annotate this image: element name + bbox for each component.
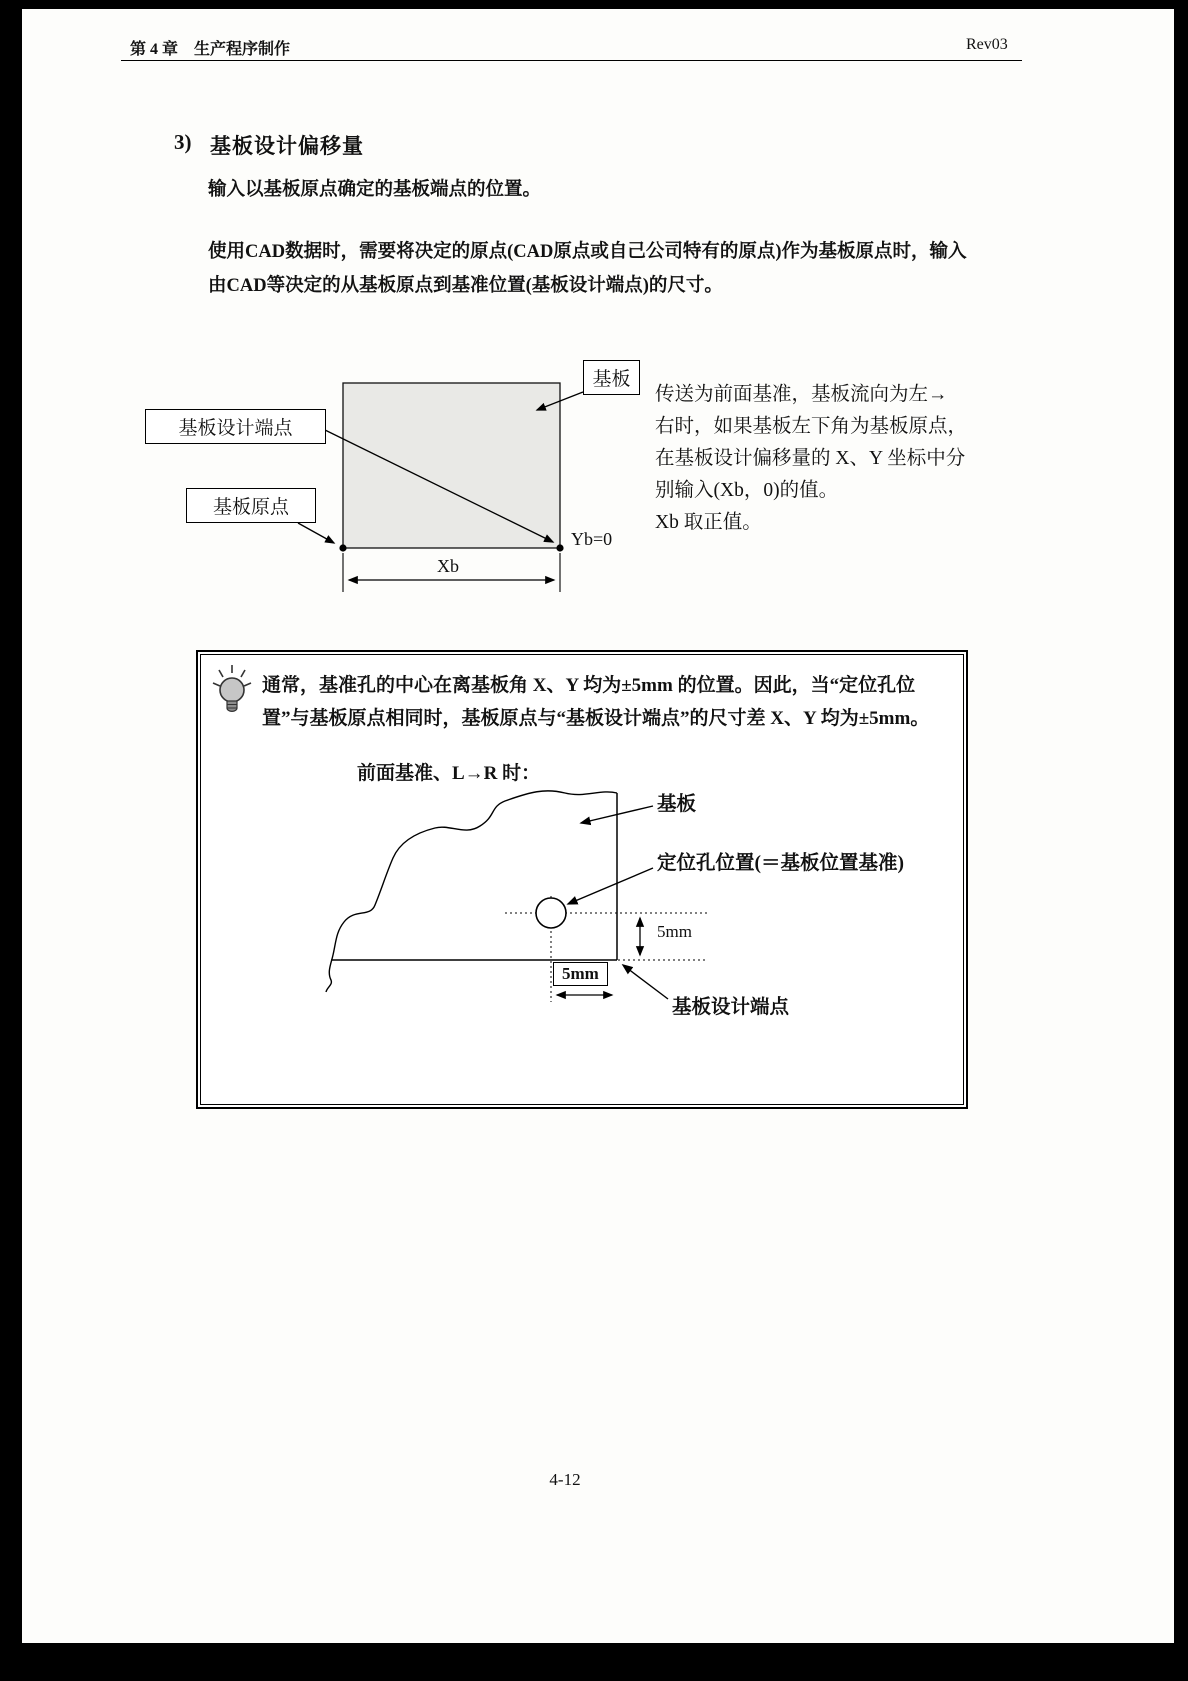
design-edge-arrow-2	[623, 965, 668, 999]
origin-label: 基板原点	[212, 497, 289, 518]
paragraph-line-2: 由CAD等决定的从基板原点到基准位置(基板设计端点)的尺寸。	[208, 276, 723, 296]
hole-position-diagram	[300, 780, 980, 1030]
note-text-line-1: 通常，基准孔的中心在离基板角 X、Y 均为±5mm 的位置。因此，当“定位孔位	[262, 675, 916, 696]
section-title: 基板设计偏移量	[210, 134, 364, 158]
design-edge-label-box	[145, 409, 326, 444]
hole-position-label: 定位孔位置(＝基板位置基准)	[657, 853, 904, 874]
board-label-2: 基板	[657, 794, 697, 815]
intro-text: 输入以基板原点确定的基板端点的位置。	[208, 180, 542, 200]
design-edge-label: 基板设计端点	[178, 418, 293, 439]
design-edge-label-2: 基板设计端点	[672, 997, 790, 1018]
side-text-line: 在基板设计偏移量的 X、Y 坐标中分	[655, 448, 966, 469]
header-chapter: 第 4 章 生产程序制作	[130, 41, 291, 58]
section-number: 3)	[174, 130, 192, 154]
side-text-line: Xb 取正值。	[655, 512, 762, 533]
header-revision: Rev03	[966, 36, 1008, 53]
yb-value-label: Yb=0	[571, 529, 613, 549]
xb-dimension-label: Xb	[437, 556, 459, 576]
side-text-line: 右时，如果基板左下角为基板原点，	[655, 416, 968, 437]
note-subtitle: 前面基准、L→R 时：	[357, 763, 541, 784]
hole-label-arrow	[568, 868, 653, 904]
paragraph-line-1: 使用CAD数据时，需要将决定的原点(CAD原点或自己公司特有的原点)作为基板原点时，输入	[208, 242, 967, 262]
design-edge-point-dot	[556, 544, 563, 551]
board-label: 基板	[592, 369, 631, 390]
board-label-box	[583, 360, 640, 395]
horizontal-5mm-label: 5mm	[553, 962, 608, 986]
note-text-line-2: 置”与基板原点相同时，基板原点与“基板设计端点”的尺寸差 X、Y 均为±5mm。	[262, 708, 930, 729]
origin-point-dot	[339, 544, 346, 551]
page-number: 4-12	[549, 1470, 581, 1489]
vertical-5mm-label: 5mm	[657, 922, 692, 941]
positioning-hole-circle	[536, 898, 566, 928]
board-rectangle	[343, 383, 560, 548]
header-rule	[121, 60, 1022, 61]
diagram1-side-text	[655, 379, 967, 539]
origin-arrow	[298, 523, 334, 543]
lightbulb-icon	[210, 664, 254, 722]
side-text-line: 别输入(Xb，0)的值。	[655, 480, 839, 501]
side-text-line: 传送为前面基准，基板流向为左→	[655, 384, 948, 405]
origin-label-box	[186, 488, 316, 523]
